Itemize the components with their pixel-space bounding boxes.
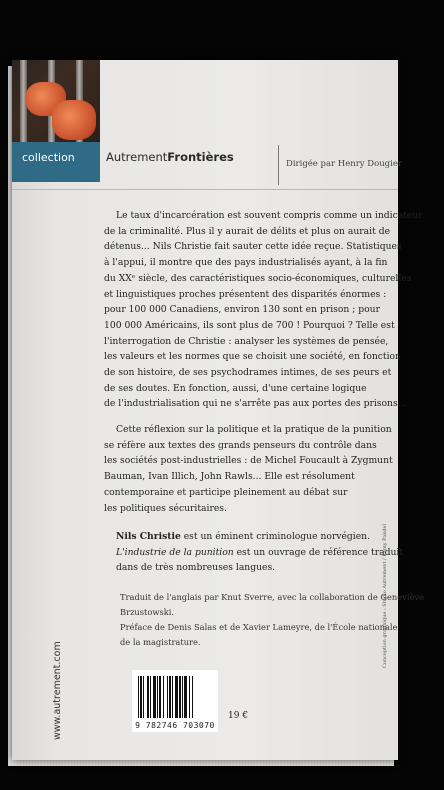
barcode-bars	[138, 676, 212, 718]
director-credit: Dirigée par Henry Dougier	[286, 159, 402, 169]
text-line: Le taux d'incarcération est souvent compris comme un indicateur	[116, 210, 423, 221]
series-title: Frontières	[167, 150, 234, 164]
barcode-bar	[159, 676, 161, 718]
author-paragraph	[104, 529, 403, 576]
barcode-bar	[163, 676, 164, 718]
series-name	[106, 150, 234, 164]
hand-image	[52, 100, 96, 140]
text-line: pour 100 000 Canadiens, environ 130 sont en prison ; pour	[104, 304, 380, 316]
barcode-bar	[140, 676, 142, 718]
header-divider	[278, 145, 279, 185]
text-line: est un ouvrage de référence traduit	[233, 546, 404, 558]
barcode-bar	[175, 676, 178, 718]
barcode-bar	[138, 676, 139, 718]
text-line: les valeurs et les normes que se choisit une société, en fonction	[104, 351, 401, 363]
text-line: se réfère aux textes des grands penseurs du contrôle dans	[104, 439, 377, 451]
text-line: à l'appui, il montre que des pays industrialisés ayant, à la fin	[104, 257, 388, 269]
translation-credits	[120, 590, 424, 650]
text-line: Bauman, Ivan Illich, John Rawls... Elle est résolument	[104, 471, 355, 483]
credit-line: Traduit de l'anglais par Knut Sverre, avec la collaboration de Geneviève	[120, 592, 425, 602]
text-line: et linguistiques proches présentent des disparités énormes :	[104, 288, 387, 300]
text-line: détenus... Nils Christie fait sauter cette idée reçue. Statistiques	[104, 241, 402, 253]
text-line: est un éminent criminologue norvégien.	[180, 531, 371, 542]
barcode	[132, 670, 218, 732]
price: 19 €	[228, 711, 249, 721]
collection-tab	[12, 142, 100, 182]
text-line: les sociétés post-industrielles : de Michel Foucault à Zygmunt	[104, 455, 393, 467]
barcode-bar	[147, 676, 149, 718]
text-line: 100 000 Américains, ils sont plus de 700 ! Pourquoi ? Telle est	[104, 319, 395, 331]
text-line: de son histoire, de ses psychodrames intimes, de ses peurs et	[104, 367, 392, 379]
book-title: L'industrie de la punition	[116, 546, 234, 558]
author-name: Nils Christie	[116, 531, 181, 542]
text-line: dans de très nombreuses langues.	[116, 562, 276, 574]
credit-line: Préface de Denis Salas et de Xavier Lameyre, de l'École nationale	[120, 622, 398, 632]
isbn-number: 9 782746 703070	[135, 721, 215, 730]
barcode-bar	[150, 676, 151, 718]
header-rule	[12, 189, 398, 190]
barcode-bar	[179, 676, 181, 718]
series-prefix: Autrement	[106, 150, 168, 164]
text-line: de ses doutes. En fonction, aussi, d'une certaine logique	[104, 382, 367, 394]
barcode-bar	[157, 676, 158, 718]
barcode-bar	[172, 676, 173, 718]
barcode-bar	[189, 676, 190, 718]
barcode-bar	[182, 676, 183, 718]
barcode-bar	[192, 676, 193, 718]
barcode-bar	[143, 676, 144, 718]
credit-line: Brzustowski.	[120, 607, 175, 617]
collection-label: collection	[22, 151, 75, 164]
barcode-bar	[169, 676, 171, 718]
credit-line: de la magistrature.	[120, 637, 201, 647]
barcode-bar	[167, 676, 168, 718]
text-line: de la criminalité. Plus il y aurait de délits et plus on aurait de	[104, 225, 391, 237]
publisher-website: www.autrement.com	[52, 641, 63, 740]
barcode-bar	[184, 676, 187, 718]
context-paragraph	[104, 422, 393, 516]
text-line: du XXᵉ siècle, des caractéristiques socio-économiques, culturelles	[104, 272, 412, 284]
summary-paragraph	[104, 208, 423, 412]
text-line: Cette réflexion sur la politique et la pratique de la punition	[116, 424, 392, 435]
cover-photo-prison-hands	[12, 60, 100, 142]
text-line: les politiques sécuritaires.	[104, 502, 227, 514]
barcode-bar	[153, 676, 156, 718]
text-line: l'interrogation de Christie : analyser les systèmes de pensée,	[104, 335, 389, 347]
text-line: de l'industrialisation qui ne s'arrête pas aux portes des prisons...	[104, 398, 407, 410]
design-credit: Conception graphique : Studio Autrement / Kamy Pakdel	[382, 523, 388, 668]
text-line: contemporaine et participe pleinement au débat sur	[104, 486, 348, 498]
